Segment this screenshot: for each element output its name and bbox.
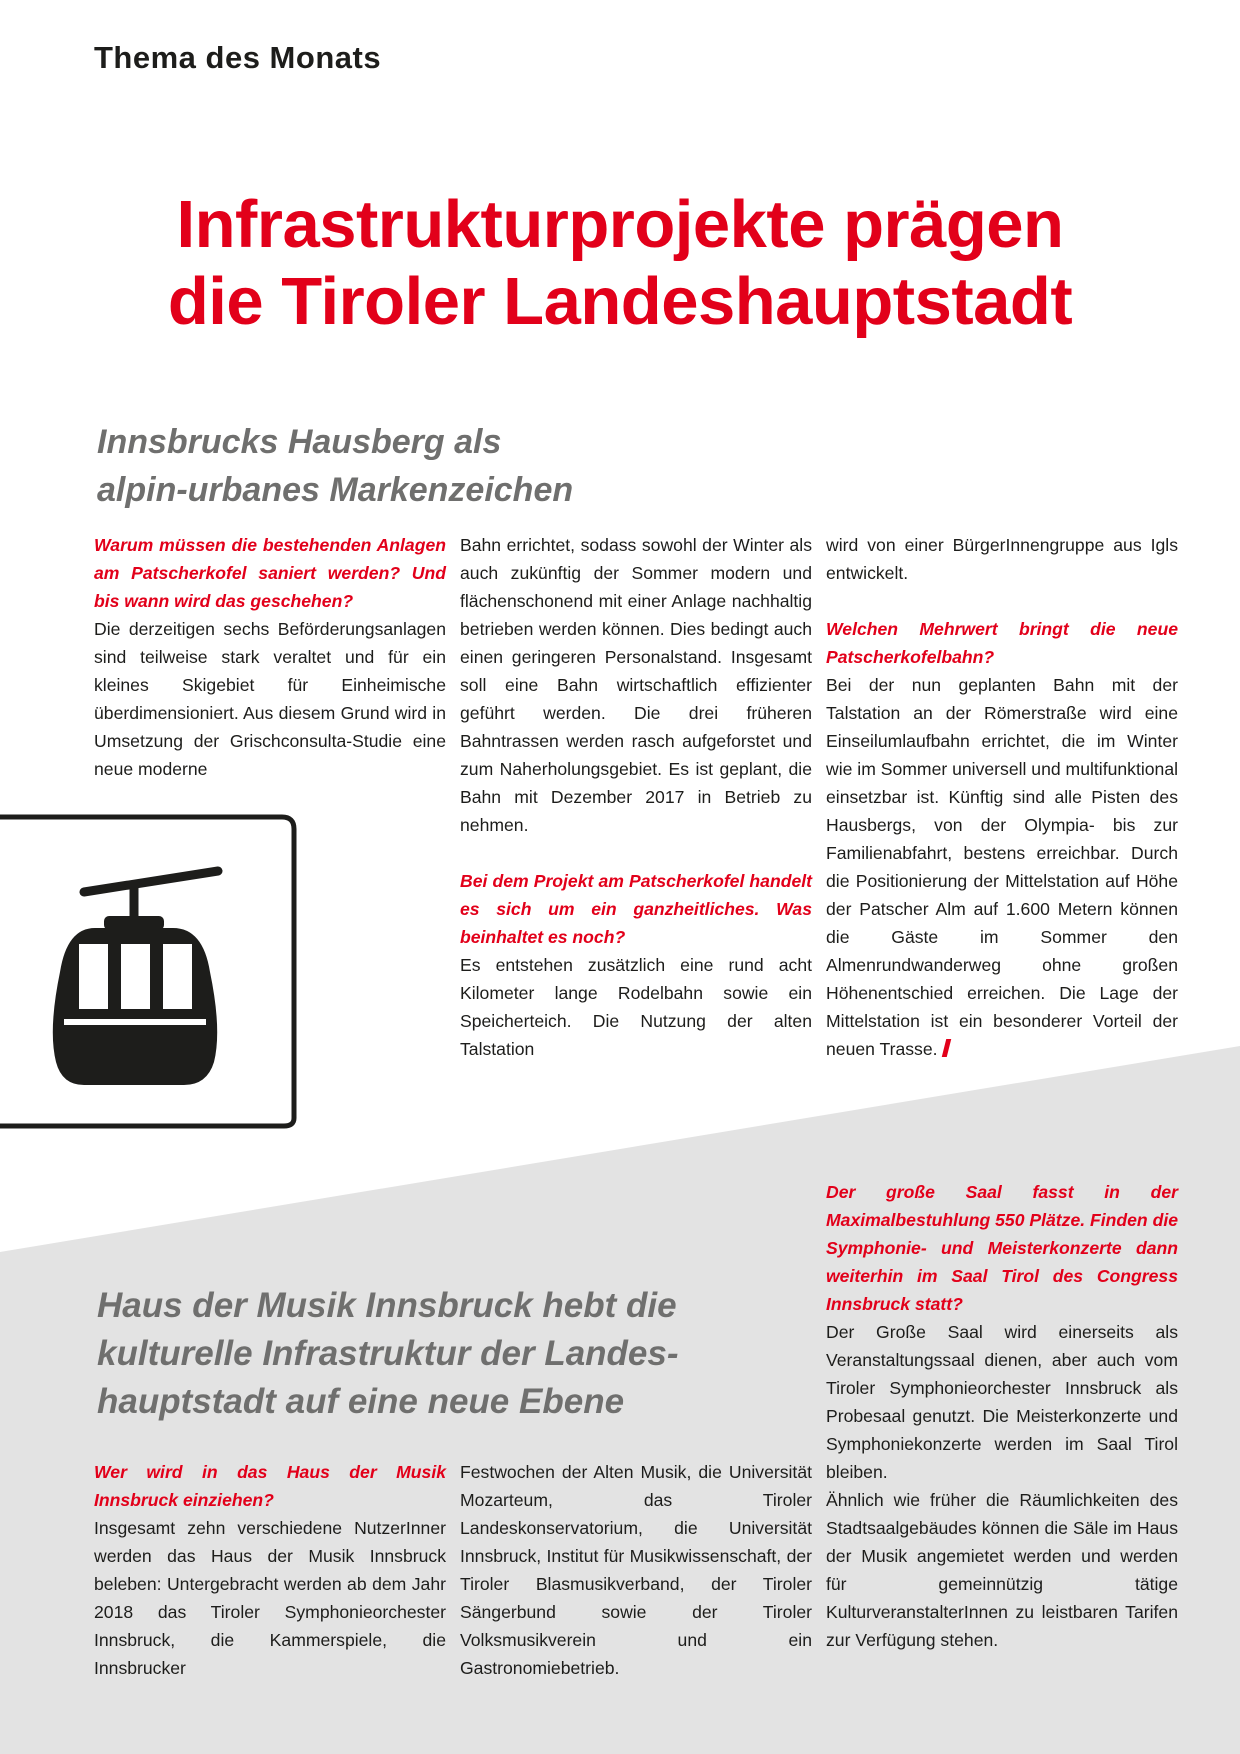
question-heading: Welchen Mehrwert bringt die neue Patscherkofelbahn? [826,619,1178,667]
section1-column-2 [460,531,812,1063]
answer-text: Ähnlich wie früher die Räumlichkeiten des Stadtsaalgebäudes können die Säle im Haus der Musik angemietet werden und werden für gemeinnützig tätige KulturveranstalterInnen zu leistbaren Tarifen zur Verfügung stehen. [826,1490,1178,1650]
question-heading: Der große Saal fasst in der Maximalbestuhlung 550 Plätze. Finden die Symphonie- und Meisterkonzerte dann weiterhin im Saal Tirol des Congress Innsbruck statt? [826,1182,1178,1314]
answer-text-part-1: Insgesamt zehn verschiedene NutzerInner werden das Haus der Musik Innsbruck beleben: Untergebracht werden ab dem Jahr 2018 das Tiroler Symphonieorchester Innsbruck, die Kammerspiele, die Innsbrucker [94,1518,446,1678]
section1-subhead-line-2: alpin-urbanes Markenzeichen [97,471,574,509]
section2-subhead-line-1: Haus der Musik Innsbruck hebt die [97,1286,677,1325]
section2-subhead [97,1282,679,1426]
section2-column-3 [826,1178,1178,1654]
answer-text-part-1: Die derzeitigen sechs Beförderungsanlagen sind teilweise stark veraltet und für ein kleines Skigebiet für Einheimische überdimensioniert. Aus diesem Grund wird in Umsetzung der Grischconsulta-Studie eine neue moderne [94,619,446,779]
gondola-lift-icon [0,812,300,1130]
answer-text-part-2: wird von einer BürgerInnengruppe aus Igls entwickelt. [826,535,1178,583]
page-title-line-1: Infrastrukturprojekte prägen [176,187,1064,262]
question-heading: Warum müssen die bestehenden Anlagen am Patscherkofel saniert werden? Und bis wann wird das geschehen? [94,535,446,611]
question-heading: Wer wird in das Haus der Musik Innsbruck einziehen? [94,1462,446,1510]
section2-subhead-line-2: kulturelle Infrastruktur der Landes- [97,1334,679,1373]
section1-subhead-line-1: Innsbrucks Hausberg als [97,423,502,461]
page-title [100,186,1140,340]
section-kicker: Thema des Monats [94,40,382,75]
end-mark [941,1039,950,1057]
question-heading: Bei dem Projekt am Patscherkofel handelt es sich um ein ganzheitliches. Was beinhaltet es noch? [460,871,812,947]
section2-column-2 [460,1458,812,1682]
section1-subhead [97,418,573,514]
answer-text-part-1: Es entstehen zusätzlich eine rund acht Kilometer lange Rodelbahn sowie ein Speicherteich. Die Nutzung der alten Talstation [460,955,812,1059]
answer-text-part-2: Bahn errichtet, sodass sowohl der Winter als auch zukünftig der Sommer modern und flächenschonend mit einer Anlage nachhaltig betrieben werden können. Dies bedingt auch einen geringeren Personalstand. Insgesamt soll eine Bahn wirtschaftlich effizienter geführt werden. Die drei früheren Bahntrassen werden rasch aufgeforstet und zum Naherholungsgebiet. Es ist geplant, die Bahn mit Dezember 2017 in Betrieb zu nehmen. [460,535,812,835]
answer-text-part-2: Festwochen der Alten Musik, die Universität Mozarteum, das Tiroler Landeskonservatorium, die Universität Innsbruck, Institut für Musikwissenschaft, der Tiroler Blasmusikverband, der Tiroler Sängerbund sowie der Tiroler Volksmusikverein und ein Gastronomiebetrieb. [460,1462,812,1678]
answer-text-body: Bei der nun geplanten Bahn mit der Talstation an der Römerstraße wird eine Einseilumlaufbahn errichtet, die im Winter wie im Sommer universell und multifunktional einsetzbar ist. Künftig sind alle Pisten des Hausbergs, von der Olympia- bis zur Familienabfahrt, bestens erreichbar. Durch die Positionierung der Mittelstation auf Höhe der Patscher Alm auf 1.600 Metern können die Gäste im Sommer den Almenrundwanderweg ohne großen Höhenentschied erreichen. Die Lage der Mittelstation ist ein besonderer Vorteil der neuen Trasse. [826,675,1179,1059]
page-title-line-2: die Tiroler Landeshauptstadt [167,264,1073,339]
section2-subhead-line-3: hauptstadt auf eine neue Ebene [97,1382,625,1421]
answer-text: Der Große Saal wird einerseits als Veranstaltungssaal dienen, aber auch vom Tiroler Symphonieorchester Innsbruck als Probesaal genutzt. Die Meisterkonzerte und Symphoniekonzerte werden im Saal Tirol bleiben. [826,1322,1178,1482]
section1-column-3 [826,531,1178,1063]
section1-column-1 [94,531,446,783]
answer-text [826,671,1178,1063]
section2-column-1 [94,1458,446,1682]
